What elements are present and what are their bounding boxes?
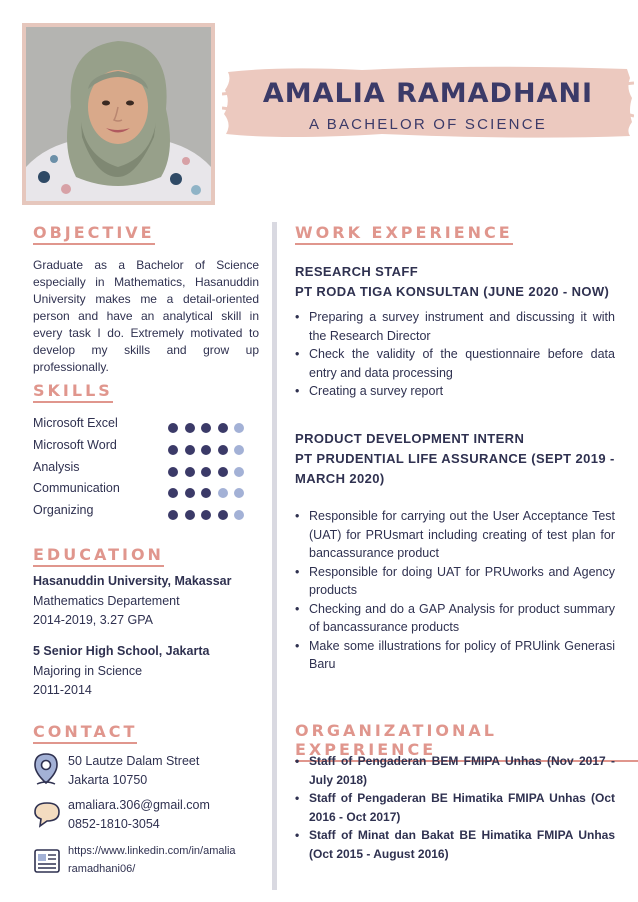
skill-dot-empty [234,445,244,455]
contact-address [33,752,265,792]
skill-label: Microsoft Excel [33,416,118,430]
job-title: RESEARCH STAFF [295,264,419,279]
list-item: • Responsible for doing UAT for PRUworks and Agency products [295,563,615,600]
skill-dot-filled [218,510,228,520]
list-item: • Creating a survey report [295,382,615,401]
skill-dot-empty [234,510,244,520]
skills-heading: SKILLS [33,381,113,403]
name-banner [222,64,634,140]
school-name: 5 Senior High School, Jakarta [33,644,210,658]
list-item: • Staff of Minat dan Bakat BE Himatika FMIPA Unhas (Oct 2015 - August 2016) [295,826,615,863]
skill-rating [168,464,251,482]
email-text[interactable]: amaliara.306@gmail.com [68,798,210,812]
skill-label: Organizing [33,503,94,518]
contact-linkedin [33,842,265,882]
skill-label: Analysis [33,459,80,474]
skill-dot-filled [168,510,178,520]
school-name: Hasanuddin University, Makassar [33,574,232,588]
skill-dot-filled [168,445,178,455]
objective-heading: OBJECTIVE [33,223,155,245]
skill-row [33,438,273,460]
job-company: PT PRUDENTIAL LIFE ASSURANCE (SEPT 2019 - MARCH 2020) [295,451,615,486]
location-pin-icon [33,752,59,791]
education-major: Mathematics Departement [33,593,180,608]
skill-dot-filled [218,467,228,477]
skill-dot-filled [218,445,228,455]
work-experience-heading: WORK EXPERIENCE [295,223,513,245]
address-line-2: Jakarta 10750 [68,773,148,787]
job-company: PT RODA TIGA KONSULTAN (JUNE 2020 - NOW) [295,284,610,299]
address-text [68,752,268,790]
skill-dot-filled [185,510,195,520]
job-duties-list [295,308,615,401]
objective-text: Graduate as a Bachelor of Science especially in Mathematics, Hasanuddin University makes me a detail-oriented person and have an analytical skill in every task I do. Extremely motivated to develop my skills and grow up professionally. [33,258,259,374]
job-header [295,429,615,489]
skill-dot-filled [201,445,211,455]
linkedin-link[interactable] [68,842,268,878]
skill-dot-filled [201,488,211,498]
education-years: 2014-2019, 3.27 GPA [33,613,153,627]
education-major: Majoring in Science [33,663,143,678]
organizational-experience-heading: ORGANIZATIONAL EXPERIENCE [295,721,638,762]
skill-dot-filled [201,423,211,433]
skill-dot-empty [234,488,244,498]
skill-row [33,460,273,482]
job-title: PRODUCT DEVELOPMENT INTERN [295,431,525,446]
skill-rating [168,485,251,503]
job-header [295,262,615,302]
skill-rating [168,442,251,460]
speech-bubble-icon [33,800,61,833]
skill-dot-empty [234,467,244,477]
skill-dot-filled [185,488,195,498]
contact-communication [33,796,265,836]
list-item: • Make some illustrations for policy of PRUlink Generasi Baru [295,637,615,674]
skill-dot-filled [168,467,178,477]
skill-dot-empty [234,423,244,433]
education-entry [33,642,263,701]
skill-rating [168,507,251,525]
skill-dot-filled [185,467,195,477]
contact-heading: CONTACT [33,722,137,744]
skill-label: Microsoft Word [33,437,117,452]
column-divider [272,222,277,890]
candidate-name: AMALIA RAMADHANI [262,78,594,109]
organizational-list [295,752,615,863]
skill-dot-filled [168,488,178,498]
skill-label: Communication [33,481,120,496]
address-line-1: 50 Lautze Dalam Street [68,754,200,768]
list-item: • Responsible for carrying out the User Acceptance Test (UAT) for PRUsmart including creating of test plan for bancassurance product [295,507,615,563]
candidate-degree: A BACHELOR OF SCIENCE [309,116,547,133]
list-item: • Checking and do a GAP Analysis for product summary of bancassurance products [295,600,615,637]
skill-dot-filled [185,423,195,433]
newspaper-icon [33,848,61,879]
list-item: • Staff of Pengaderan BEM FMIPA Unhas (Nov 2017 - July 2018) [295,752,615,789]
skill-row [33,481,273,503]
skill-row [33,503,273,525]
education-entry [33,572,263,631]
skill-dot-filled [185,445,195,455]
job-duties-list [295,507,615,674]
skill-rating [168,420,251,438]
linkedin-line-2: ramadhani06/ [68,863,136,875]
list-item: • Check the validity of the questionnaire before data entry and data processing [295,345,615,382]
skill-dot-filled [201,510,211,520]
skills-list [33,416,273,525]
skill-row [33,416,273,438]
profile-photo-frame [22,23,215,205]
phone-text[interactable]: 0852-1810-3054 [68,817,160,831]
education-heading: EDUCATION [33,545,164,567]
contact-details [68,796,268,834]
profile-photo [26,27,211,201]
list-item: • Staff of Pengaderan BE Himatika FMIPA Unhas (Oct 2016 - Oct 2017) [295,789,615,826]
linkedin-line-1: https://www.linkedin.com/in/amalia [68,845,236,857]
skill-dot-filled [218,423,228,433]
skill-dot-filled [201,467,211,477]
skill-dot-empty [218,488,228,498]
education-years: 2011-2014 [33,683,92,697]
skill-dot-filled [168,423,178,433]
list-item: • Preparing a survey instrument and discussing it with the Research Director [295,308,615,345]
